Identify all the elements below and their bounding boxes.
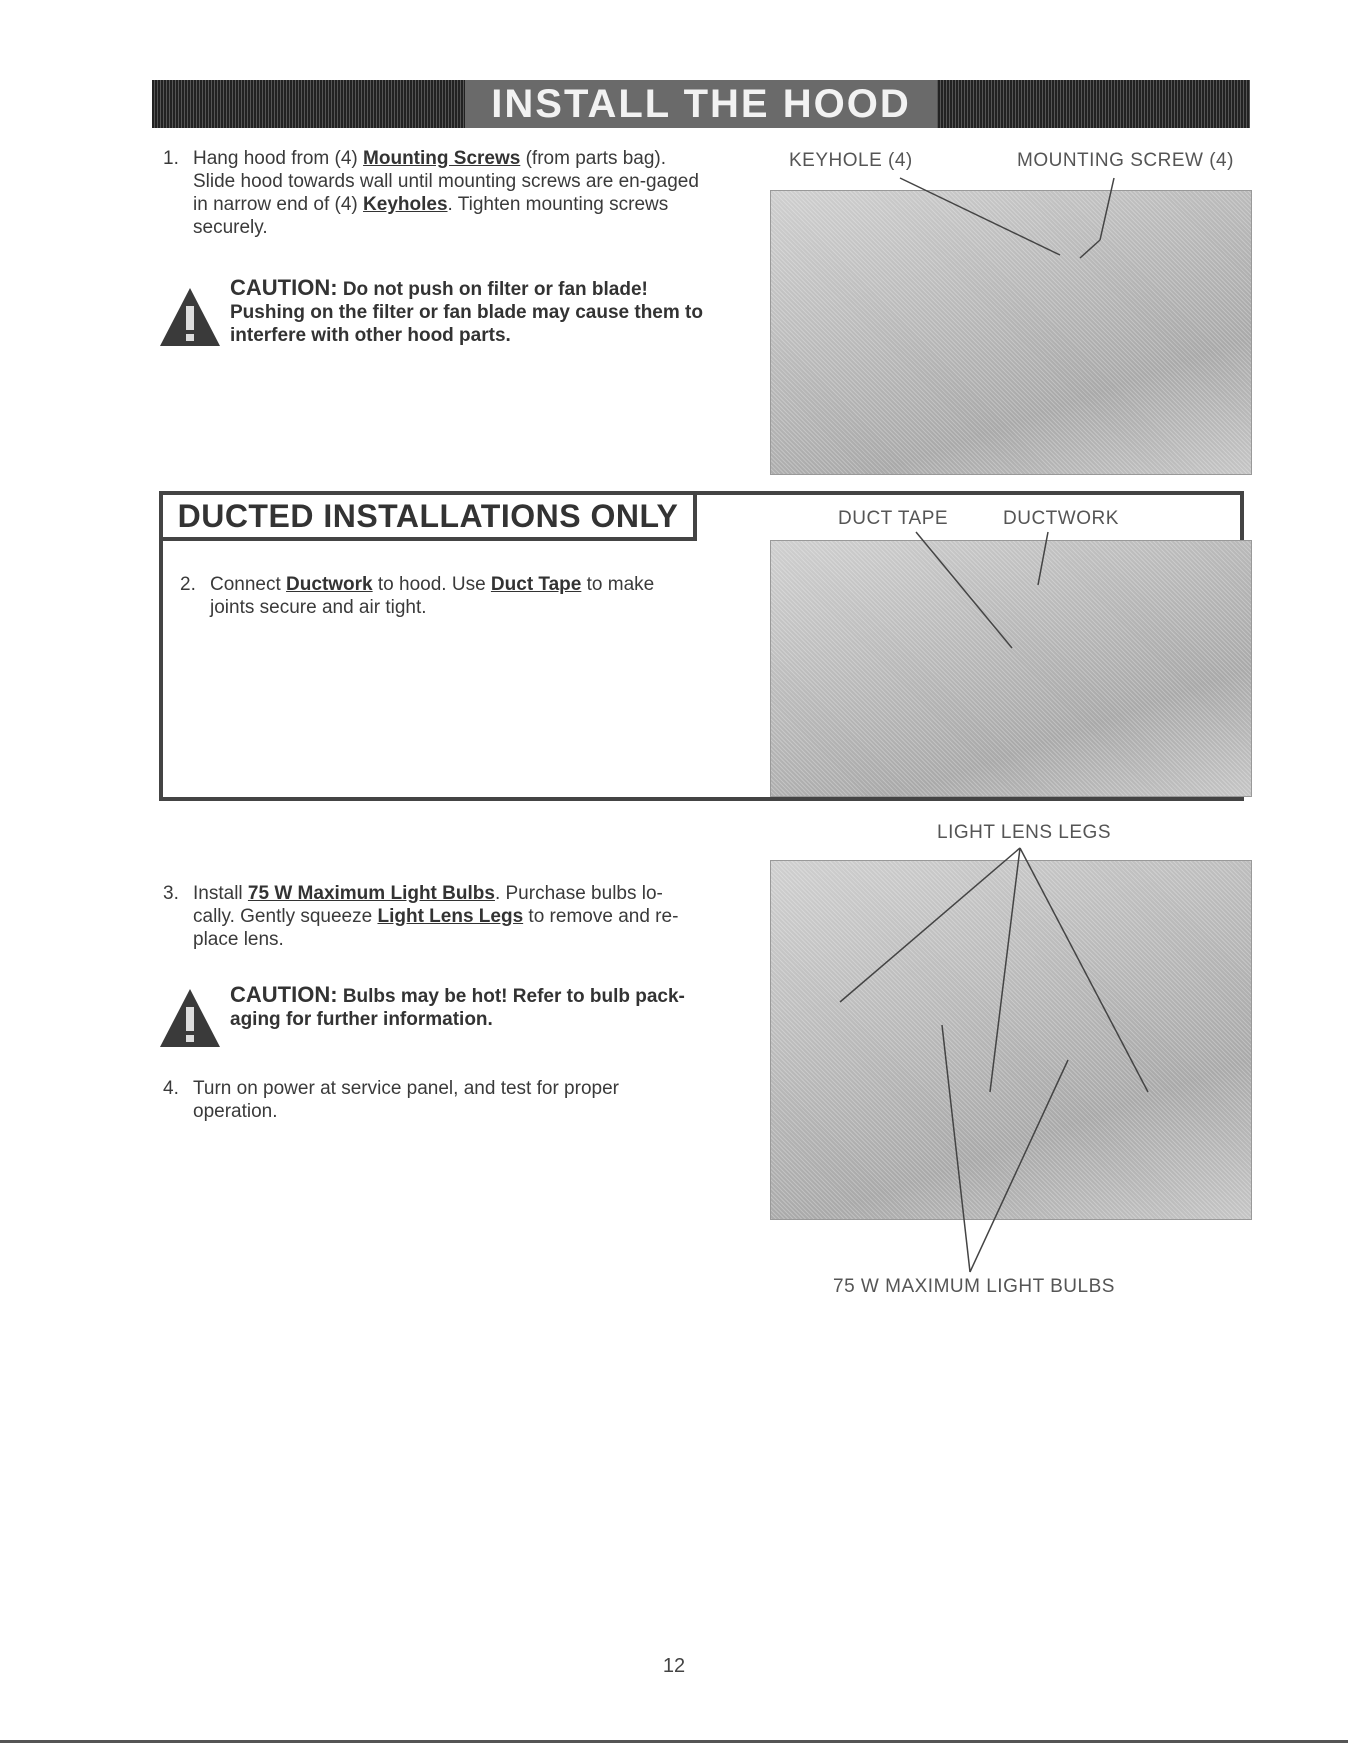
- step-number: 1.: [163, 148, 179, 169]
- term-mounting-screws: Mounting Screws: [363, 148, 521, 169]
- label-light-bulbs: 75 W MAXIMUM LIGHT BULBS: [833, 1276, 1115, 1297]
- caution-word: CAUTION:: [230, 275, 338, 300]
- step-number: 2.: [180, 574, 196, 595]
- caution-word: CAUTION:: [230, 982, 338, 1007]
- label-duct-tape: DUCT TAPE: [838, 508, 949, 529]
- term-light-bulbs: 75 W Maximum Light Bulbs: [247, 883, 495, 904]
- text-segment: Bulbs may be hot! Refer to bulb pack-aging for further information.: [230, 986, 685, 1030]
- text-segment: (from parts bag). Slide hood towards wall until mounting screws are en-gaged in narrow end of (4): [193, 148, 699, 215]
- text-segment: to make joints secure and air tight.: [210, 574, 655, 618]
- text-segment: Install: [193, 883, 248, 904]
- text-segment: Do not push on filter or fan blade!: [337, 279, 648, 300]
- label-keyhole: KEYHOLE (4): [789, 150, 913, 171]
- step-number: 4.: [163, 1078, 179, 1099]
- label-light-lens-legs: LIGHT LENS LEGS: [937, 822, 1111, 843]
- step-text: Turn on power at service panel, and test for proper operation.: [193, 1078, 619, 1122]
- bottom-rule: [0, 1740, 1348, 1743]
- page-number: 12: [662, 1655, 686, 1677]
- text-segment: to remove and re-place lens.: [193, 906, 679, 950]
- text-segment: Connect: [210, 574, 287, 595]
- text-segment: Hang hood from (4): [193, 148, 364, 169]
- text-segment: . Purchase bulbs lo-cally. Gently squeeze: [193, 883, 663, 927]
- text-segment: Pushing on the filter or fan blade may cause them to interfere with other hood parts.: [230, 302, 703, 346]
- label-ductwork: DUCTWORK: [1003, 508, 1119, 529]
- term-ductwork: Ductwork: [286, 574, 373, 595]
- text-segment: to hood. Use: [372, 574, 491, 595]
- term-light-lens-legs: Light Lens Legs: [377, 906, 524, 927]
- term-duct-tape: Duct Tape: [490, 574, 582, 595]
- label-mounting-screw: MOUNTING SCREW (4): [1017, 150, 1234, 171]
- section-title: INSTALL THE HOOD: [465, 80, 936, 128]
- text-segment: . Tighten mounting screws securely.: [193, 194, 669, 238]
- step-number: 3.: [163, 883, 179, 904]
- ducted-section-title: DUCTED INSTALLATIONS ONLY: [177, 497, 679, 534]
- term-keyholes: Keyholes: [363, 194, 448, 215]
